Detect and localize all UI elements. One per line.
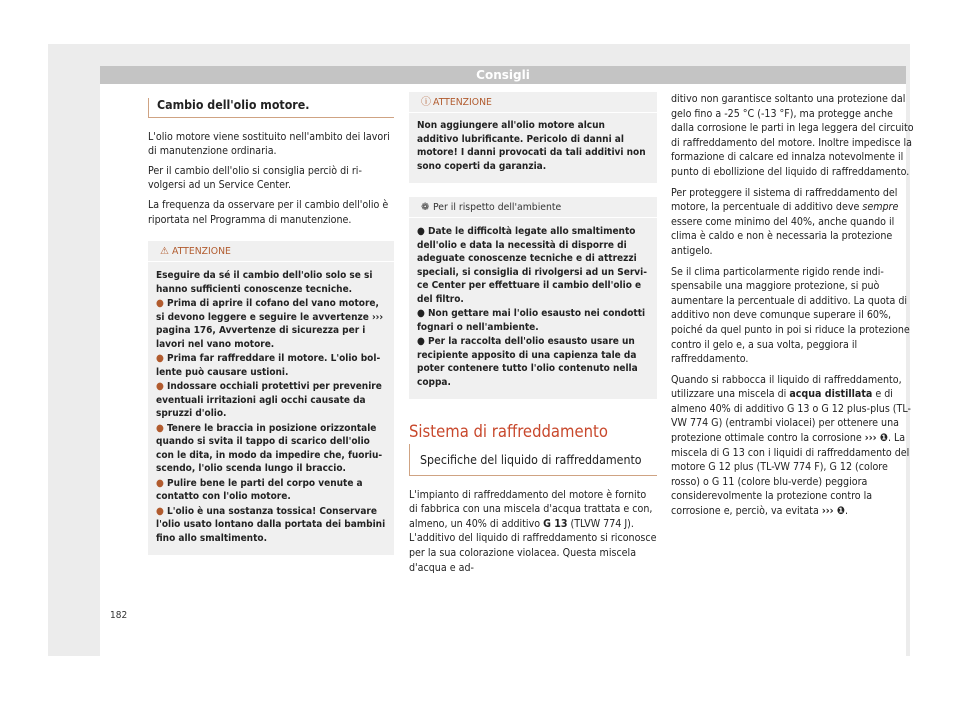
paragraph: Se il clima particolarmente rigido rende indispensabile una maggiore protezione, si può aumentare la percentuale di additivo. La quota di additivo non deve comunque superare il 60%, poiché da quel punto in poi si riduce la protezione contro il gelo e, a sua volta, peggiora il raffreddamento.	[671, 265, 910, 366]
bullet-icon: ●	[156, 505, 167, 517]
warning-bullet: ● Tenere le braccia in posizione orizzontale quando si svita il tappo di scarico dell'olio con le dita, in modo da impedire che, fuoriuscendo, l'olio scenda lungo il braccio.	[156, 422, 383, 475]
cross-reference-link[interactable]: ››› ❶	[821, 505, 845, 518]
warning-bullet: ● Prima far raffreddare il motore. L'olio bollente può causare ustioni.	[156, 353, 381, 378]
warning-bullet: ● Indossare occhiali protettivi per prevenire eventuali irritazioni agli occhi causate da spruzzi d'olio.	[156, 381, 382, 420]
environment-body	[409, 218, 657, 399]
env-bullet: ● Non gettare mai l'olio esausto nei condotti fognari o nell'ambiente.	[417, 308, 646, 333]
section-title: Cambio dell'olio motore.	[148, 98, 394, 118]
chapter-title: Sistema di raffreddamento	[409, 422, 608, 441]
bullet-icon: ●	[156, 422, 167, 434]
info-circle-icon: ⓘ	[421, 97, 431, 108]
warning-header	[409, 92, 657, 113]
bullet-icon: ●	[156, 381, 167, 393]
warning-label: ATTENZIONE	[172, 246, 231, 258]
paragraph: ditivo non garantisce soltanto una protezione dal gelo fino a -25 °C (-13 °F), ma protegge anche dalla corrosione le parti in lega leggera del circuito di raffreddamento del motore. Inoltre impedisce la formazione di calcare ed innalza notevolmente il punto di ebollizione del liquido di raffreddamento.	[671, 93, 914, 178]
warning-box	[148, 241, 394, 555]
warning-bullet: ● Pulire bene le parti del corpo venute a contatto con l'olio motore.	[156, 477, 363, 503]
right-column	[671, 92, 915, 525]
warning-intro: Eseguire da sé il cambio dell'olio solo se si hanno sufficienti conoscenze tecniche.	[156, 270, 373, 295]
warning-bullet: ● L'olio è una sostanza tossica! Conservare l'olio usato lontano dalla portata dei bambini fino allo smaltimento.	[156, 505, 386, 544]
paragraph: L'impianto di raffreddamento del motore è fornito di fabbrica con una miscela d'acqua trattata e con, almeno, un 40% di additivo G 13 (TLVW 774 J). L'additivo del liquido di raffreddamento si riconosce per la sua colorazione violacea. Questa miscela d'acqua e ad-	[409, 488, 657, 574]
page-header: Consigli	[100, 66, 906, 84]
paragraph: Per il cambio dell'olio si consiglia perciò di rivolgersi ad un Service Center.	[148, 164, 362, 192]
cross-reference-link[interactable]: ››› ❶	[864, 432, 888, 445]
middle-column	[409, 92, 657, 575]
env-bullet: ● Date le difficoltà legate allo smaltimento dell'olio e data la necessità di disporre di adeguate conoscenze tecniche e di attrezzi speciali, si consiglia di rivolgersi ad un Service Center per effettuare il cambio dell'olio e del filtro.	[417, 226, 647, 305]
warning-label: ATTENZIONE	[433, 97, 492, 108]
environment-header	[409, 197, 657, 218]
bullet-icon: ●	[156, 298, 167, 310]
warning-body	[148, 262, 394, 555]
environment-label: Per il rispetto dell'ambiente	[433, 202, 562, 213]
warning-bullet: ● Prima di aprire il cofano del vano motore, si devono leggere e seguire le avvertenze ››› pagina 176, Avvertenze di sicurezza per i lavori nel vano motore.	[156, 298, 384, 350]
paragraph: Per proteggere il sistema di raffreddamento del motore, la percentuale di additivo deve sempre essere come minimo del 40%, anche quando il clima è caldo e non è necessaria la protezione antigelo.	[671, 186, 899, 257]
env-bullet: ● Per la raccolta dell'olio esausto usare un recipiente apposito di una capienza tale da poter contenere tutto l'olio contenuto nella coppa.	[417, 336, 638, 388]
subsection-title: Specifiche del liquido di raffreddamento	[409, 444, 657, 476]
paragraph: La frequenza da osservare per il cambio dell'olio è riportata nel Programma di manutenzione.	[148, 198, 389, 226]
page-frame	[48, 44, 914, 656]
paragraph: L'olio motore viene sostituito nell'ambito dei lavori di manutenzione ordinaria.	[148, 130, 390, 158]
left-column	[148, 98, 394, 555]
leaf-icon: ❁	[421, 202, 430, 213]
manual-page	[100, 66, 914, 656]
warning-body: Non aggiungere all'olio motore alcun additivo lubrificante. Pericolo di danni al motore! I danni provocati da tali additivi non sono coperti da garanzia.	[417, 120, 646, 172]
warning-header	[148, 241, 394, 262]
environment-box	[409, 197, 657, 399]
warning-triangle-icon: ⚠	[160, 246, 169, 258]
paragraph: Quando si rabbocca il liquido di raffreddamento, utilizzare una miscela di acqua distillata e di almeno 40% di additivo G 13 o G 12 plus-plus (TL-VW 774 G) (entrambi violacei) per ottenere una protezione ottimale contro la corrosione ››› ❶. La miscela di G 13 con i liquidi di raffreddamento del motore G 12 plus (TL-VW 774 F), G 12 (colore rosso) o G 11 (colore blu-verde) peggiora considerevolmente la protezione contro la corrosione e, perciò, va evitata ››› ❶.	[671, 373, 911, 518]
page-number: 182	[110, 610, 128, 621]
warning-box	[409, 92, 657, 183]
bullet-icon: ●	[156, 477, 167, 489]
bullet-icon: ●	[156, 353, 167, 365]
